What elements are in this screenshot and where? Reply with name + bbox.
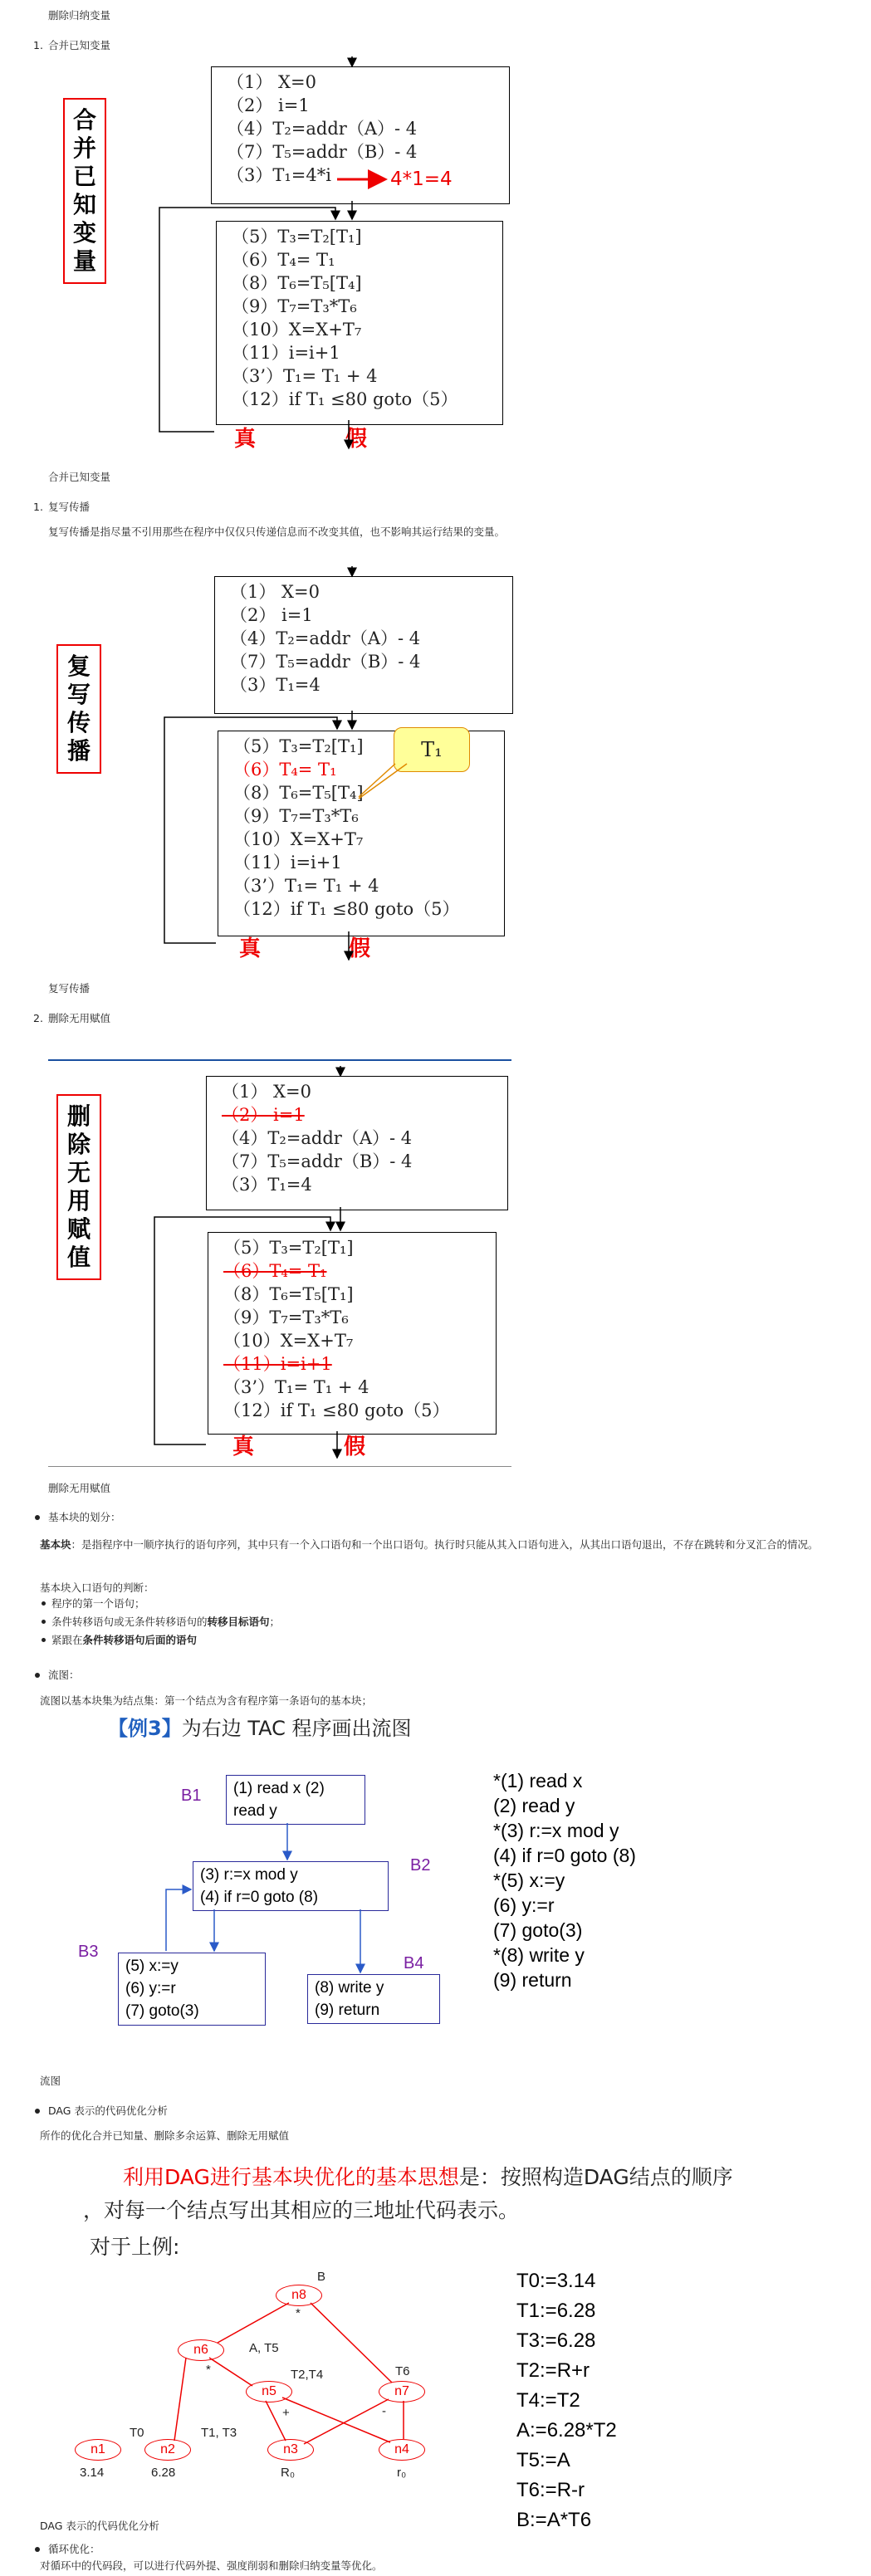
s1-loop-line: （12）if T₁ ≤80 goto（5） (232, 389, 458, 409)
s2-heading: 复写传播 (48, 501, 91, 513)
bb-rule-3-bold: 条件转移语句后面的语句 (82, 1634, 198, 1646)
s2-top-line: （2） i=1 (230, 605, 313, 625)
s3-loop-line: （5）T₃=T₂[T₁] (223, 1238, 354, 1258)
s1-top-line: （3）T₁=4*i (227, 165, 331, 185)
s1-loop-line: （9）T₇=T₃*T₆ (232, 296, 357, 316)
s1-vertical-label-text: 合并已知变量 (72, 106, 96, 275)
s3-top-line-deleted: （2） i=1 (222, 1105, 305, 1125)
dag-label-n2-top: T1, T3 (201, 2426, 237, 2440)
s2-top-line: （1） X=0 (230, 582, 320, 602)
s1-loop-line: （10）X=X+T₇ (232, 320, 362, 340)
s3-top-line: （1） X=0 (222, 1082, 311, 1102)
dag-node-n4: n4 (379, 2439, 425, 2461)
s3-number: 2. (33, 1012, 43, 1024)
s2-loop-line: （5）T₃=T₂[T₁] (233, 736, 364, 756)
s1-false-label: 假 (345, 427, 368, 452)
s2-vertical-label-text: 复写传播 (66, 653, 91, 765)
s3-caption: 删除无用赋值 (48, 1482, 111, 1494)
s2-loop-line-highlighted: （6）T₄= T₁ (233, 760, 337, 780)
bb-rule-1: 程序的第一个语句； (51, 1597, 145, 1610)
dag-node-n6: n6 (178, 2339, 224, 2361)
dag-label-n4-bottom: r₀ (397, 2466, 407, 2480)
dag-idea-highlight: 利用DAG进行基本块优化的基本思想 (123, 2165, 459, 2189)
dag-example-label: 对于上例: (90, 2235, 180, 2259)
s3-top-line: （3）T₁=4 (222, 1175, 312, 1195)
dag-label-n3-bottom: R₀ (281, 2466, 296, 2480)
s2-top-line: （4）T₂=addr（A）- 4 (230, 628, 421, 648)
s1-loop-line: （5）T₃=T₂[T₁] (232, 227, 362, 247)
dag-label-n1-top: T0 (130, 2426, 144, 2440)
dag-label-n5-top: T2,T4 (291, 2368, 324, 2382)
tac-line: *(8) write y (493, 1944, 585, 1966)
s1-annotation: 4*1=4 (390, 169, 453, 190)
bb-definition-term: 基本块 (40, 1538, 71, 1551)
bb-title: 基本块的划分： (48, 1511, 121, 1523)
s2-caption: 复写传播 (48, 982, 91, 995)
s3-true-label: 真 (232, 1435, 255, 1459)
dag-label-n7-op: - (382, 2404, 386, 2418)
dag-code-line: T3:=6.28 (516, 2329, 596, 2352)
s1-loop-line: （11）i=i+1 (232, 343, 340, 363)
dag-code-line: B:=A*T6 (516, 2509, 592, 2531)
dag-idea-line-2: ，对每一个结点写出其相应的三地址代码表示。 (83, 2198, 520, 2222)
dag-caption: DAG 表示的代码优化分析 (40, 2520, 159, 2532)
s2-top-line: （3）T₁=4 (230, 675, 321, 695)
s3-loop-line: （9）T₇=T₃*T₆ (223, 1308, 349, 1327)
block-b2-line: (3) r:=x mod y (200, 1866, 298, 1884)
s3-top-line: （4）T₂=addr（A）- 4 (222, 1128, 413, 1148)
block-b3-line: (6) y:=r (125, 1980, 176, 1997)
dag-node-n7: n7 (379, 2381, 425, 2402)
s2-loop-line: （3’）T₁= T₁ + 4 (233, 876, 379, 896)
s1-loop-line: （3’）T₁= T₁ + 4 (232, 366, 378, 386)
s1-heading: 合并已知变量 (48, 39, 111, 51)
dag-node-n2: n2 (144, 2439, 191, 2461)
dag-code-line: T1:=6.28 (516, 2300, 596, 2322)
s1-top-line: （1） X=0 (227, 72, 316, 92)
dag-label-n8-op: * (296, 2306, 301, 2320)
bb-definition-text: ：是指程序中一顺序执行的语句序列，其中只有一个入口语句和一个出口语句。执行时只能从其入口语句进入，从其出口语句退出，不存在跳转和分叉汇合的情况。 (71, 1538, 819, 1551)
block-b1-line: (1) read x (2) (233, 1780, 325, 1797)
dag-title: DAG 表示的代码优化分析 (48, 2104, 168, 2117)
dag-code-line: T0:=3.14 (516, 2270, 596, 2292)
block-b3-line: (5) x:=y (125, 1958, 179, 1975)
s2-callout-text: T₁ (421, 738, 443, 761)
dag-code-line: T2:=R+r (516, 2359, 590, 2382)
intro-text: 删除归纳变量 (48, 9, 111, 22)
s3-top-line: （7）T₅=addr（B）- 4 (222, 1151, 413, 1171)
block-b1-label: B1 (181, 1787, 202, 1805)
dag-label-n7-top: T6 (395, 2364, 410, 2378)
dag-code-line: T5:=A (516, 2449, 570, 2471)
s2-number: 1. (33, 501, 43, 513)
s1-true-label: 真 (234, 427, 257, 452)
block-b2-line: (4) if r=0 goto (8) (200, 1889, 319, 1906)
dag-code-line: A:=6.28*T2 (516, 2419, 617, 2442)
dag-idea-text: 是：按照构造DAG结点的顺序 (458, 2165, 733, 2189)
bb-entry-title: 基本块入口语句的判断： (40, 1581, 154, 1594)
tac-line: (7) goto(3) (493, 1919, 583, 1941)
dag-label-n5-op: + (282, 2406, 290, 2420)
dag-node-n8: n8 (276, 2285, 322, 2306)
s1-caption: 合并已知变量 (48, 471, 111, 483)
s2-loop-line: （10）X=X+T₇ (233, 829, 364, 849)
s3-loop-line-deleted: （6）T₄= T₁ (223, 1261, 327, 1281)
s3-loop-line: （8）T₆=T₅[T₁] (223, 1284, 354, 1304)
dag-node-n1: n1 (75, 2439, 121, 2461)
s3-loop-line-deleted: （11）i=i+1 (223, 1354, 332, 1374)
s3-vertical-label-text: 删除无用赋值 (66, 1102, 91, 1271)
s1-number: 1. (33, 39, 43, 51)
flow-caption: 流图 (40, 2075, 61, 2087)
block-b3-line: (7) goto(3) (125, 2002, 199, 2020)
dag-node-n5: n5 (246, 2381, 292, 2402)
dag-code-line: T6:=R-r (516, 2479, 585, 2501)
dag-label-n2-bottom: 6.28 (151, 2466, 176, 2480)
s1-top-line: （4）T₂=addr（A）- 4 (227, 119, 418, 139)
s2-description: 复写传播是指尽量不引用那些在程序中仅仅只传递信息而不改变其值，也不影响其运行结果的变量。 (48, 525, 506, 538)
bb-rule-2-bold: 转移目标语句 (207, 1615, 270, 1628)
s1-loop-line: （6）T₄= T₁ (232, 250, 335, 270)
s3-loop-line: （3’）T₁= T₁ + 4 (223, 1377, 369, 1397)
s1-loop-line: （8）T₆=T₅[T₄] (232, 273, 362, 293)
s3-false-label: 假 (344, 1435, 366, 1459)
s2-false-label: 假 (349, 936, 371, 961)
block-b4-line: (9) return (315, 2002, 380, 2019)
tac-line: (2) read y (493, 1795, 575, 1816)
s3-loop-line: （12）if T₁ ≤80 goto（5） (223, 1400, 450, 1420)
flow-example-tag: 【例3】 (108, 1717, 182, 1740)
s2-loop-line: （9）T₇=T₃*T₆ (233, 806, 359, 826)
flow-example-text: 为右边 TAC 程序画出流图 (181, 1717, 412, 1740)
dag-label-n8-top: B (317, 2270, 326, 2284)
dag-label-n6-side: A, T5 (249, 2341, 279, 2355)
flow-description: 流图以基本块集为结点集：第一个结点为含有程序第一条语句的基本块； (40, 1694, 373, 1707)
s3-loop-line: （10）X=X+T₇ (223, 1331, 354, 1351)
s2-loop-line: （12）if T₁ ≤80 goto（5） (233, 899, 460, 919)
s3-heading: 删除无用赋值 (48, 1012, 111, 1024)
loop-title: 循环优化： (48, 2543, 100, 2555)
tac-line: (9) return (493, 1969, 572, 1991)
s1-top-line: （7）T₅=addr（B）- 4 (227, 142, 418, 162)
bb-rule-2-end: ； (269, 1615, 281, 1628)
s1-top-line: （2） i=1 (227, 95, 310, 115)
s2-loop-line: （8）T₆=T₅[T₄] (233, 783, 364, 803)
tac-line: (6) y:=r (493, 1894, 555, 1916)
bb-rule-3-text: 紧跟在 (51, 1634, 83, 1646)
flow-title: 流图： (48, 1669, 80, 1681)
bb-rule-2-text: 条件转移语句或无条件转移语句的 (51, 1615, 208, 1628)
tac-line: *(1) read x (493, 1770, 583, 1791)
block-b4-line: (8) write y (315, 1979, 384, 1997)
block-b2-label: B2 (410, 1856, 431, 1875)
s2-top-line: （7）T₅=addr（B）- 4 (230, 652, 421, 672)
s2-true-label: 真 (239, 936, 262, 961)
dag-node-n3: n3 (267, 2439, 314, 2461)
dag-description: 所作的优化合并已知量、删除多余运算、删除无用赋值 (40, 2129, 290, 2142)
block-b3-label: B3 (78, 1943, 99, 1961)
block-b1-line: read y (233, 1802, 277, 1820)
block-b4-label: B4 (404, 1954, 424, 1972)
loop-description: 对循环中的代码段，可以进行代码外提、强度削弱和删除归纳变量等优化。 (40, 2559, 383, 2572)
tac-line: *(3) r:=x mod y (493, 1820, 619, 1841)
dag-label-n1-bottom: 3.14 (80, 2466, 105, 2480)
tac-line: (4) if r=0 goto (8) (493, 1845, 636, 1866)
tac-line: *(5) x:=y (493, 1870, 565, 1891)
dag-code-line: T4:=T2 (516, 2389, 580, 2412)
s2-loop-line: （11）i=i+1 (233, 853, 342, 873)
dag-label-n6-op: * (206, 2363, 211, 2377)
